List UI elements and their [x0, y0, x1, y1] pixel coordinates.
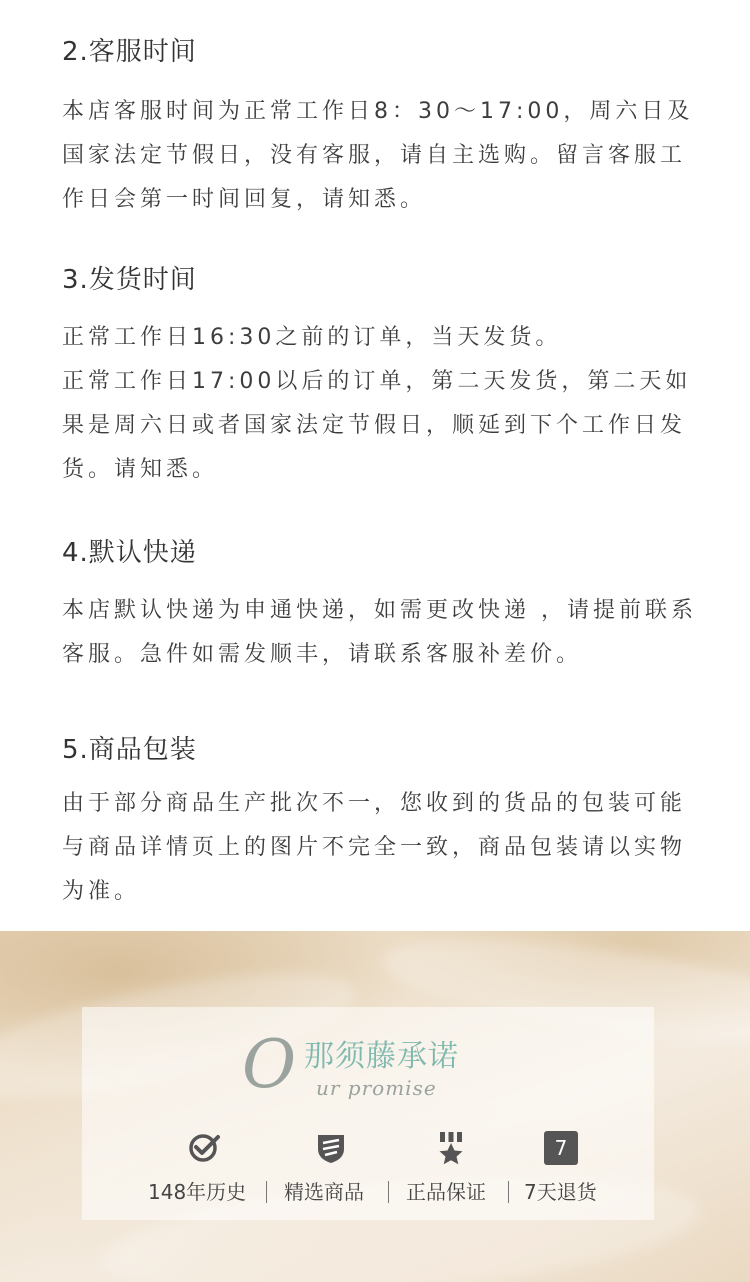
- section-body: [62, 589, 702, 677]
- section-body: [62, 90, 702, 222]
- section-packaging: [62, 732, 702, 914]
- section-service-hours: [62, 34, 702, 222]
- divider: [266, 1181, 267, 1203]
- divider: [508, 1181, 509, 1203]
- feature-label: 148年历史: [148, 1180, 247, 1204]
- feature-label: 正品保证: [406, 1180, 486, 1204]
- paragraph: 由于部分商品生产批次不一，您收到的货品的包装可能与商品详情页上的图片不完全一致，商品包装请以实物为准。: [62, 791, 687, 904]
- promise-panel: [82, 1007, 654, 1220]
- paragraph: 本店客服时间为正常工作日8：30～17:00，周六日及国家法定节假日，没有客服，请自主选购。留言客服工作日会第一时间回复，请知悉。: [62, 99, 694, 212]
- section-title: 4.默认快递: [62, 538, 197, 568]
- section-shipping-time: [62, 262, 702, 492]
- promise-banner: [0, 931, 750, 1282]
- divider: [388, 1181, 389, 1203]
- seven-day-icon-text: 7: [554, 1136, 568, 1160]
- feature-label: 精选商品: [284, 1180, 364, 1204]
- seven-day-icon: [544, 1131, 578, 1165]
- medal-star-icon: [434, 1131, 468, 1165]
- section-title: 3.发货时间: [62, 265, 197, 295]
- paragraph: 本店默认快递为申通快递，如需更改快递 ，请提前联系客服。急件如需发顺丰，请联系客服补差价。: [62, 598, 697, 667]
- brand-letter: O: [242, 1026, 297, 1103]
- shield-icon: [314, 1131, 348, 1165]
- section-default-courier: [62, 535, 702, 677]
- section-body: [62, 316, 702, 492]
- section-body: [62, 782, 702, 914]
- brand-subtitle: ur promise: [316, 1076, 437, 1100]
- check-badge-icon: [187, 1131, 221, 1165]
- paragraph: 正常工作日17:00以后的订单，第二天发货，第二天如果是周六日或者国家法定节假日，顺延到下个工作日发货。请知悉。: [62, 369, 692, 482]
- paragraph: 正常工作日16:30之前的订单，当天发货。: [62, 325, 562, 350]
- section-title: 2.客服时间: [62, 37, 197, 67]
- section-title: 5.商品包装: [62, 735, 197, 765]
- brand-logo: [242, 1026, 542, 1111]
- brand-title: 那须藤承诺: [304, 1039, 459, 1074]
- feature-label: 7天退货: [524, 1180, 597, 1204]
